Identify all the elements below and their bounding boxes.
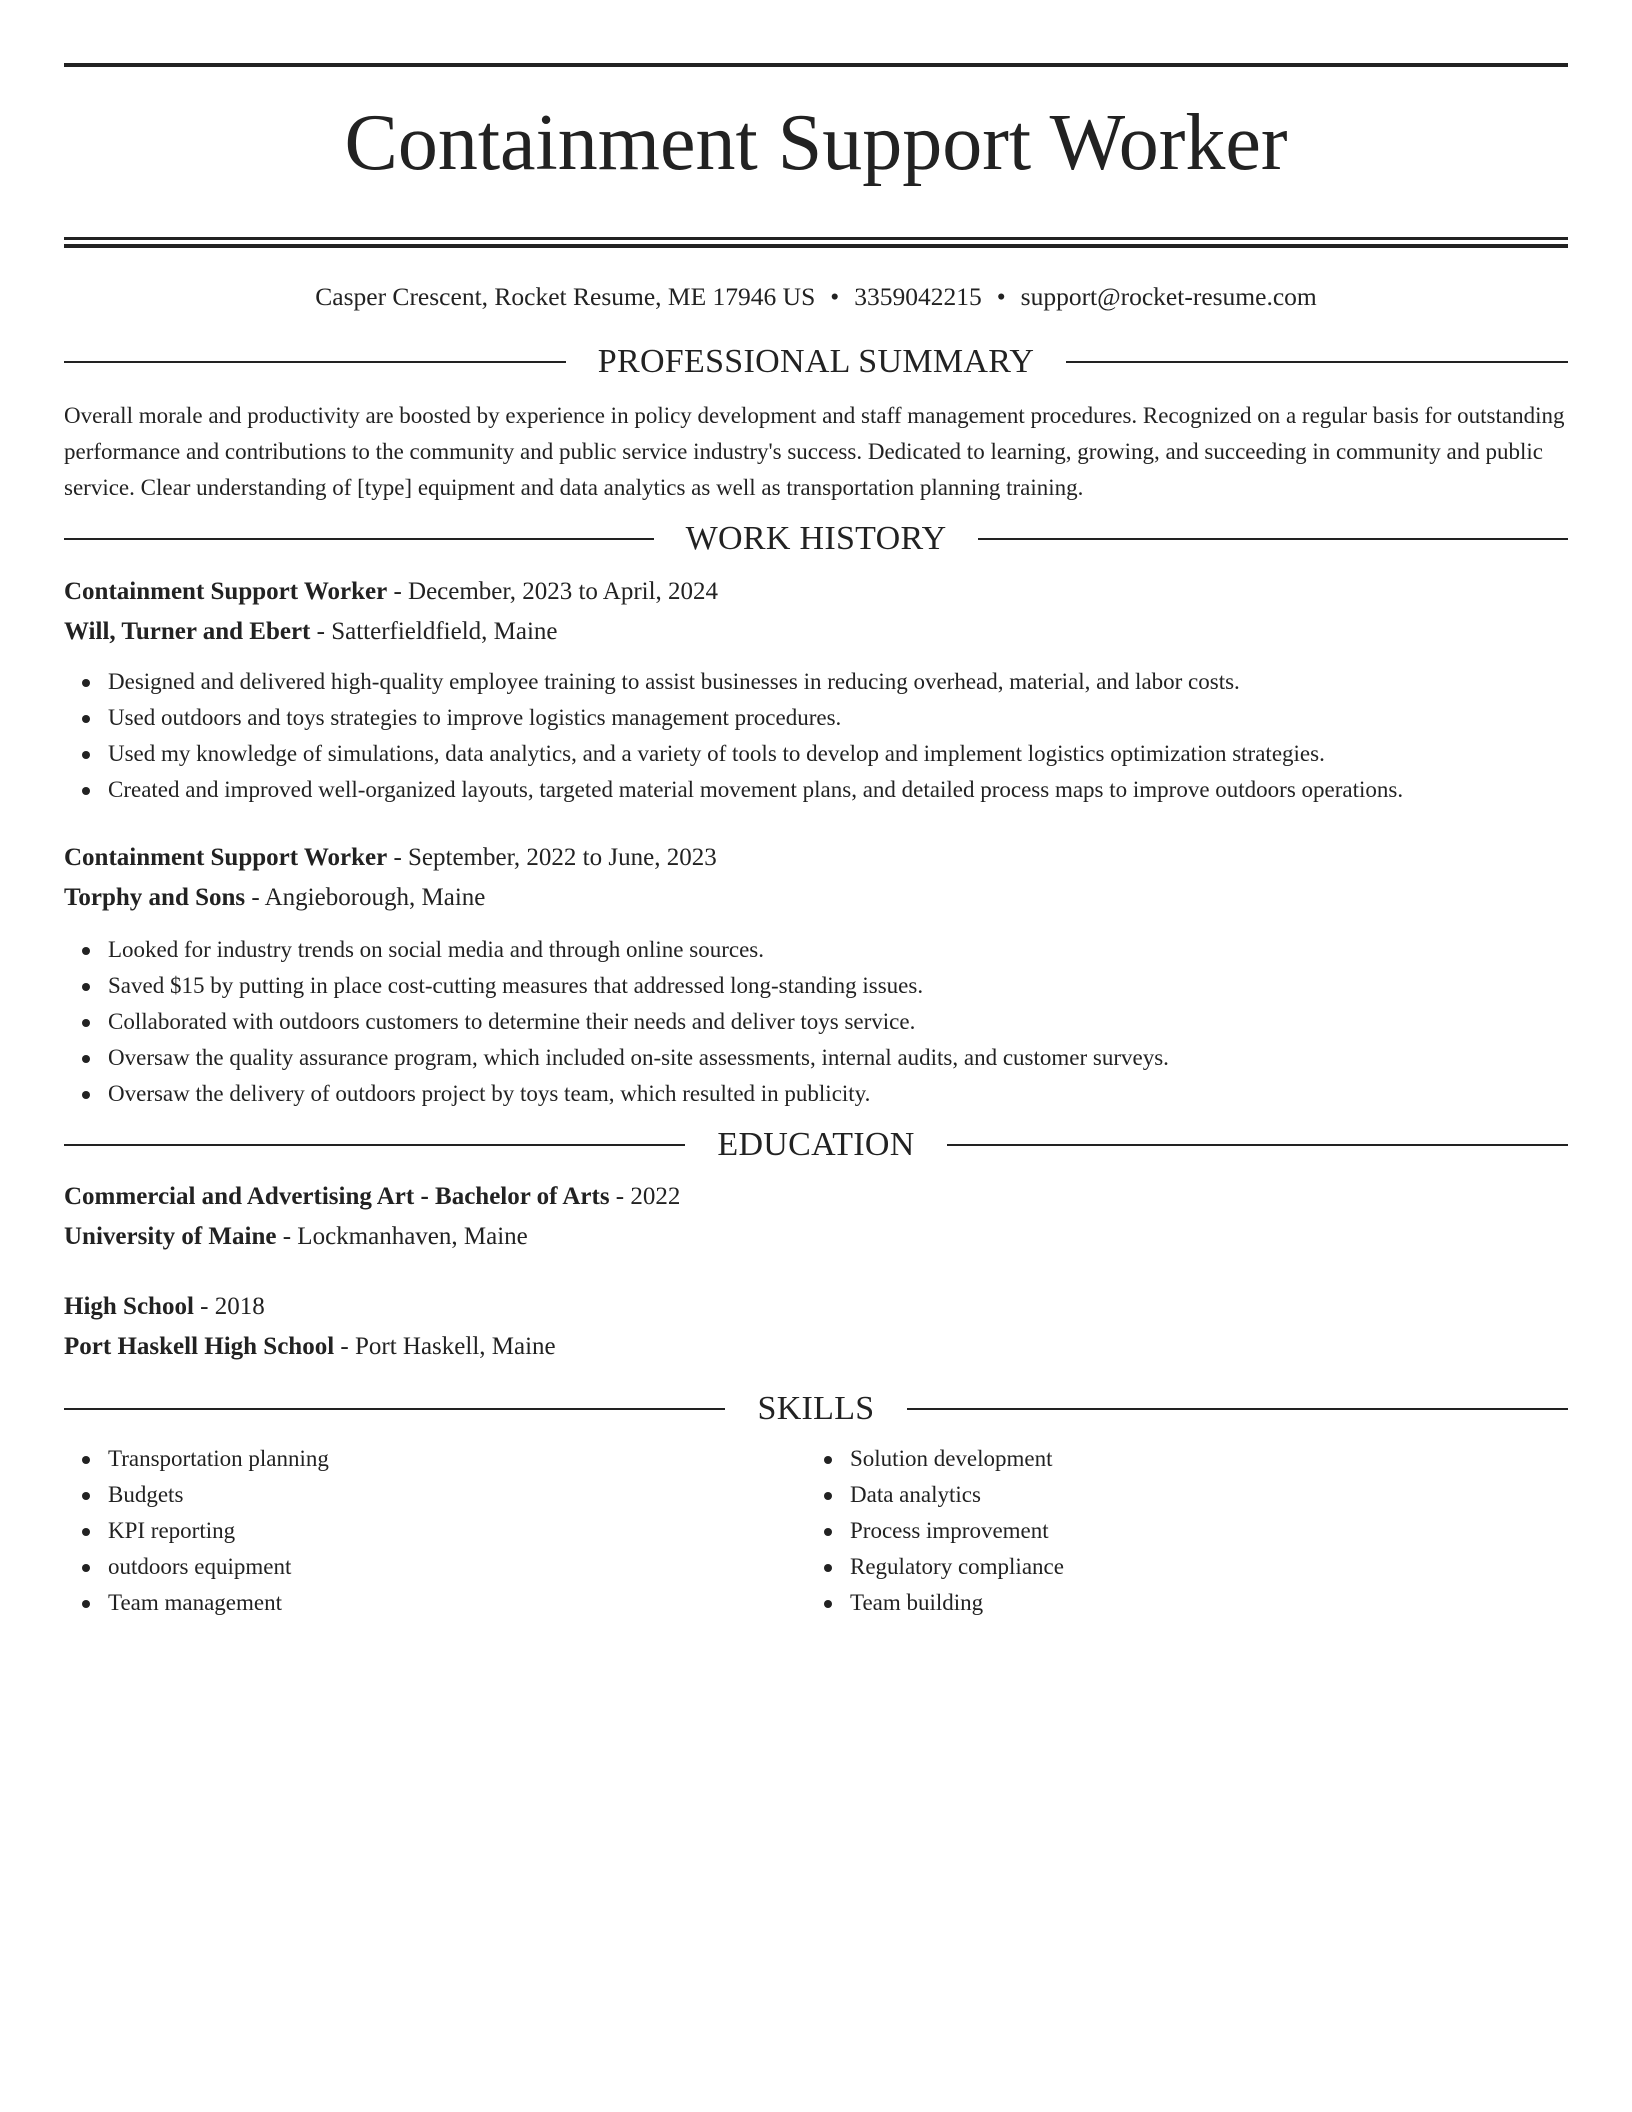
section-rule: [64, 538, 654, 540]
education-degree: High School: [64, 1292, 194, 1320]
education-section-header: [64, 1125, 1568, 1165]
skills-section-header: [64, 1389, 1568, 1429]
contact-separator: •: [996, 281, 1006, 311]
education-entry: [64, 1177, 1568, 1257]
work-section-header: [64, 519, 1568, 559]
education-year: 2018: [214, 1292, 265, 1320]
job-bullet: Saved $15 by putting in place cost-cutting measures that addressed long-standing issues.: [108, 968, 1568, 1004]
job-dates: September, 2022 to June, 2023: [408, 843, 717, 871]
job-bullet: Oversaw the delivery of outdoors project by toys team, which resulted in publicity.: [108, 1076, 1568, 1112]
skills-column-right: [806, 1441, 1548, 1621]
job-entry: [64, 572, 1568, 808]
job-bullet: Used outdoors and toys strategies to improve logistics management procedures.: [108, 700, 1568, 736]
job-bullets: [64, 664, 1568, 808]
skill-item: Transportation planning: [108, 1441, 806, 1477]
skill-item: outdoors equipment: [108, 1549, 806, 1585]
contact-separator: •: [830, 281, 840, 311]
job-bullet: Designed and delivered high-quality employee training to assist businesses in reducing overhead, material, and labor costs.: [108, 664, 1568, 700]
job-bullet: Looked for industry trends on social media and through online sources.: [108, 932, 1568, 968]
skills-column-left: [64, 1441, 806, 1621]
education-degree: Commercial and Advertising Art - Bachelor of Arts: [64, 1182, 610, 1210]
job-title: Containment Support Worker: [64, 843, 388, 871]
job-location: Satterfieldfield, Maine: [331, 617, 558, 645]
header-double-rule: [64, 237, 1568, 248]
section-rule: [64, 361, 566, 363]
job-bullet: Collaborated with outdoors customers to determine their needs and deliver toys service.: [108, 1004, 1568, 1040]
education-school-line: University of Maine - Lockmanhaven, Maine: [64, 1222, 528, 1250]
contact-phone: 3359042215: [854, 281, 982, 311]
job-dates: December, 2023 to April, 2024: [408, 577, 719, 605]
section-rule: [1066, 361, 1568, 363]
job-title: Containment Support Worker: [64, 577, 388, 605]
skill-item: Process improvement: [850, 1513, 1548, 1549]
education-school: University of Maine: [64, 1222, 277, 1250]
job-title-line: Containment Support Worker - December, 2023 to April, 2024: [64, 577, 719, 605]
section-rule: [64, 1408, 725, 1410]
job-bullet: Used my knowledge of simulations, data analytics, and a variety of tools to develop and implement logistics optimization strategies.: [108, 736, 1568, 772]
job-location: Angieborough, Maine: [264, 883, 486, 911]
resume-page: [64, 63, 1568, 1621]
skill-item: Data analytics: [850, 1477, 1548, 1513]
job-employer-line: Torphy and Sons - Angieborough, Maine: [64, 883, 486, 911]
skill-item: Solution development: [850, 1441, 1548, 1477]
skill-item: KPI reporting: [108, 1513, 806, 1549]
job-bullet: Oversaw the quality assurance program, which included on-site assessments, internal audits, and customer surveys.: [108, 1040, 1568, 1076]
skill-item: Team building: [850, 1585, 1548, 1621]
job-entry: [64, 838, 1568, 1112]
skills-heading: SKILLS: [757, 1389, 875, 1427]
job-bullet: Created and improved well-organized layouts, targeted material movement plans, and detailed process maps to improve outdoors operations.: [108, 772, 1568, 808]
contact-line: [64, 282, 1568, 312]
candidate-name: Containment Support Worker: [344, 99, 1288, 187]
job-bullets: [64, 932, 1568, 1112]
section-rule: [64, 1144, 685, 1146]
education-degree-line: High School - 2018: [64, 1292, 265, 1320]
job-employer-line: Will, Turner and Ebert - Satterfieldfield, Maine: [64, 617, 558, 645]
education-heading: EDUCATION: [717, 1125, 915, 1163]
summary-section-header: [64, 342, 1568, 382]
section-rule: [947, 1144, 1568, 1146]
work-heading: WORK HISTORY: [685, 519, 947, 557]
education-entry: [64, 1287, 1568, 1367]
summary-heading: PROFESSIONAL SUMMARY: [597, 342, 1035, 380]
job-employer: Torphy and Sons: [64, 883, 246, 911]
skill-item: Budgets: [108, 1477, 806, 1513]
job-employer: Will, Turner and Ebert: [64, 617, 311, 645]
education-location: Lockmanhaven, Maine: [297, 1222, 528, 1250]
skills-list-left: [64, 1441, 806, 1621]
section-rule: [907, 1408, 1568, 1410]
contact-address: Casper Crescent, Rocket Resume, ME 17946 US: [315, 281, 816, 311]
skill-item: Team management: [108, 1585, 806, 1621]
header-top-rule: [64, 63, 1568, 67]
skill-item: Regulatory compliance: [850, 1549, 1548, 1585]
education-location: Port Haskell, Maine: [354, 1332, 556, 1360]
education-degree-line: Commercial and Advertising Art - Bachelor of Arts - 2022: [64, 1182, 681, 1210]
education-year: 2022: [630, 1182, 681, 1210]
education-school-line: Port Haskell High School - Port Haskell, Maine: [64, 1332, 556, 1360]
section-rule: [978, 538, 1568, 540]
summary-text: Overall morale and productivity are boosted by experience in policy development and staff management procedures. Recognized on a regular basis for outstanding performance and contributions to the community and public service industry's success. Dedicated to learning, growing, and succeeding in community and public service. Clear understanding of [type] equipment and data analytics as well as transportation planning training.: [64, 402, 1565, 500]
education-school: Port Haskell High School: [64, 1332, 335, 1360]
skills-grid: [64, 1441, 1568, 1621]
job-title-line: Containment Support Worker - September, 2022 to June, 2023: [64, 843, 717, 871]
contact-email: support@rocket-resume.com: [1020, 281, 1317, 311]
skills-list-right: [806, 1441, 1548, 1621]
